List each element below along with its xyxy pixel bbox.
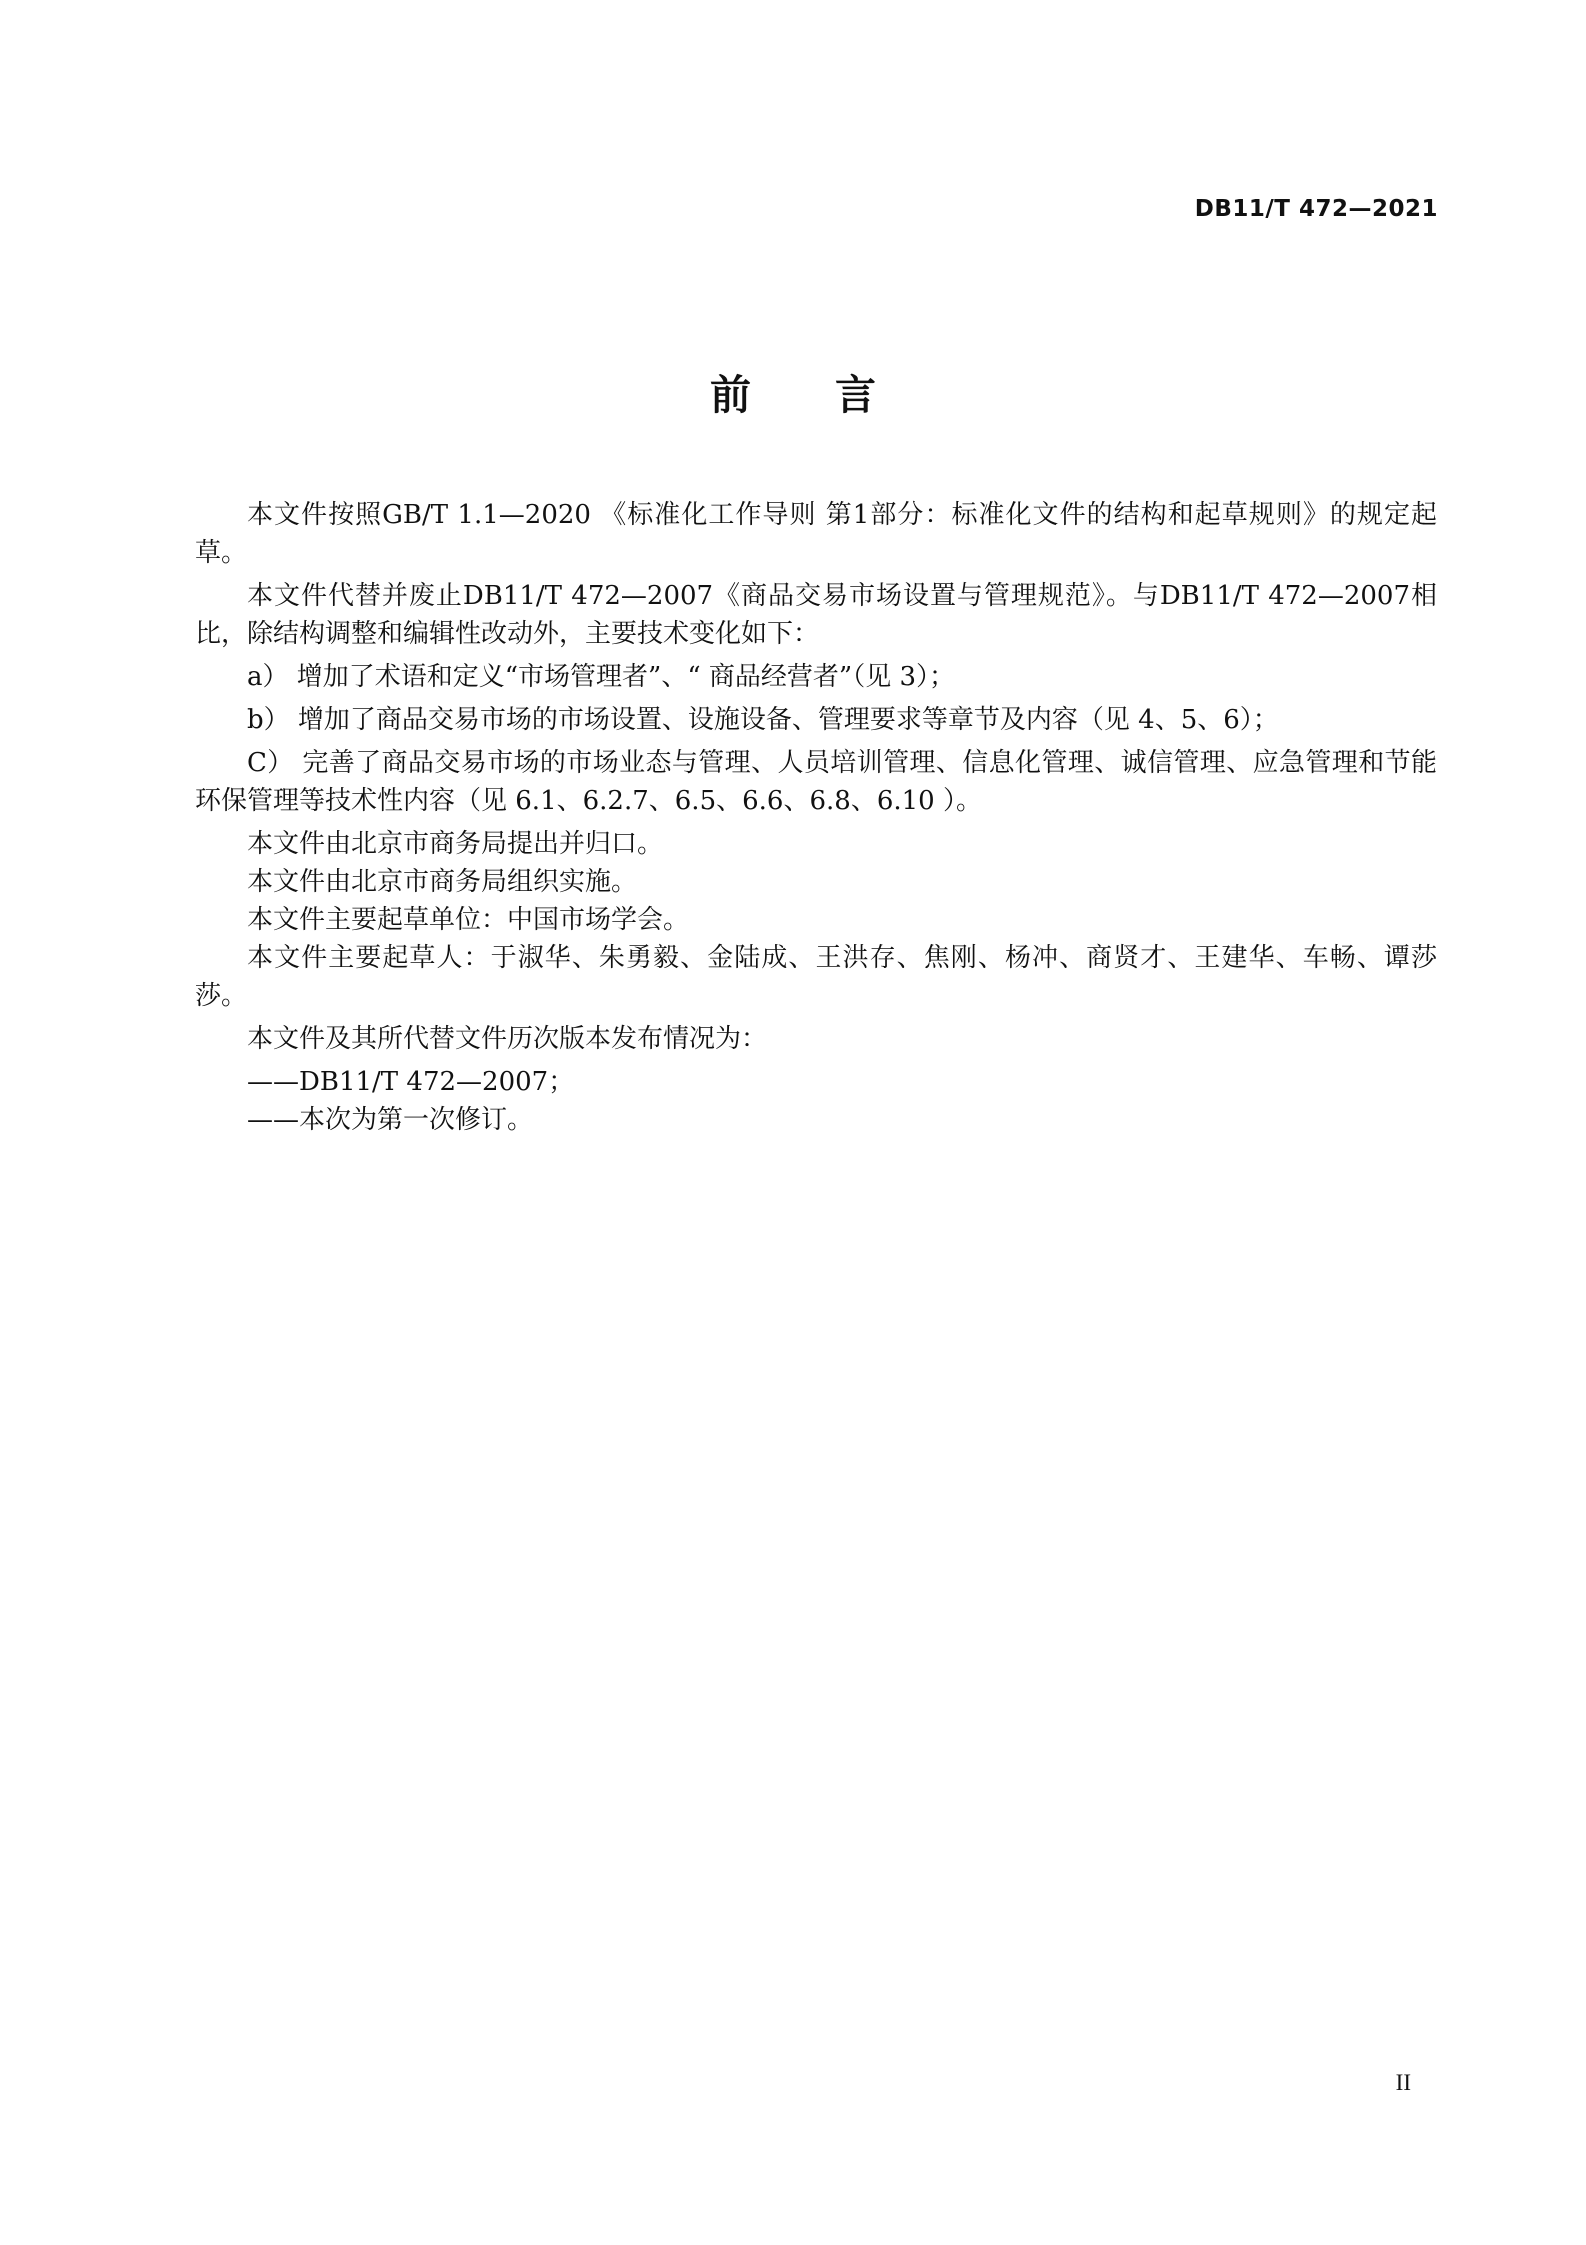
list-item-c: C） 完善了商品交易市场的市场业态与管理、人员培训管理、信息化管理、诚信管理、应急管理和节能环保管理等技术性内容（见 6.1、6.2.7、6.5、6.6、6.8、6.10 ）。 <box>195 748 1437 816</box>
foreword-body <box>195 496 1437 1139</box>
version-item-2007: ——DB11/T 472—2007； <box>247 1067 575 1097</box>
paragraph-drafting-basis: 本文件按照GB/T 1.1—2020 《标准化工作导则 第1部分：标准化文件的结构和起草规则》的规定起草。 <box>195 500 1437 568</box>
paragraph-proposer: 本文件由北京市商务局提出并归口。 <box>247 829 664 859</box>
paragraph-implementer: 本文件由北京市商务局组织实施。 <box>247 867 638 897</box>
paragraph-version-history: 本文件及其所代替文件历次版本发布情况为： <box>247 1024 768 1054</box>
paragraph-drafting-unit: 本文件主要起草单位：中国市场学会。 <box>247 905 690 935</box>
list-item-b: b） 增加了商品交易市场的市场设置、设施设备、管理要求等章节及内容（见 4、5、6）； <box>247 705 1279 735</box>
page-number: II <box>1395 2070 1411 2095</box>
paragraph-drafters: 本文件主要起草人：于淑华、朱勇毅、金陆成、王洪存、焦刚、杨冲、商贤才、王建华、车畅、谭莎莎。 <box>195 943 1437 1011</box>
version-item-current: ——本次为第一次修订。 <box>247 1105 534 1135</box>
page-title: 前言 <box>710 371 960 419</box>
list-item-a: a） 增加了术语和定义“市场管理者”、“ 商品经营者”（见 3）； <box>247 662 956 692</box>
paragraph-replacement: 本文件代替并废止DB11/T 472—2007《商品交易市场设置与管理规范》。与DB11/T 472—2007相比，除结构调整和编辑性改动外，主要技术变化如下： <box>195 581 1437 649</box>
document-code: DB11/T 472—2021 <box>1194 196 1438 222</box>
